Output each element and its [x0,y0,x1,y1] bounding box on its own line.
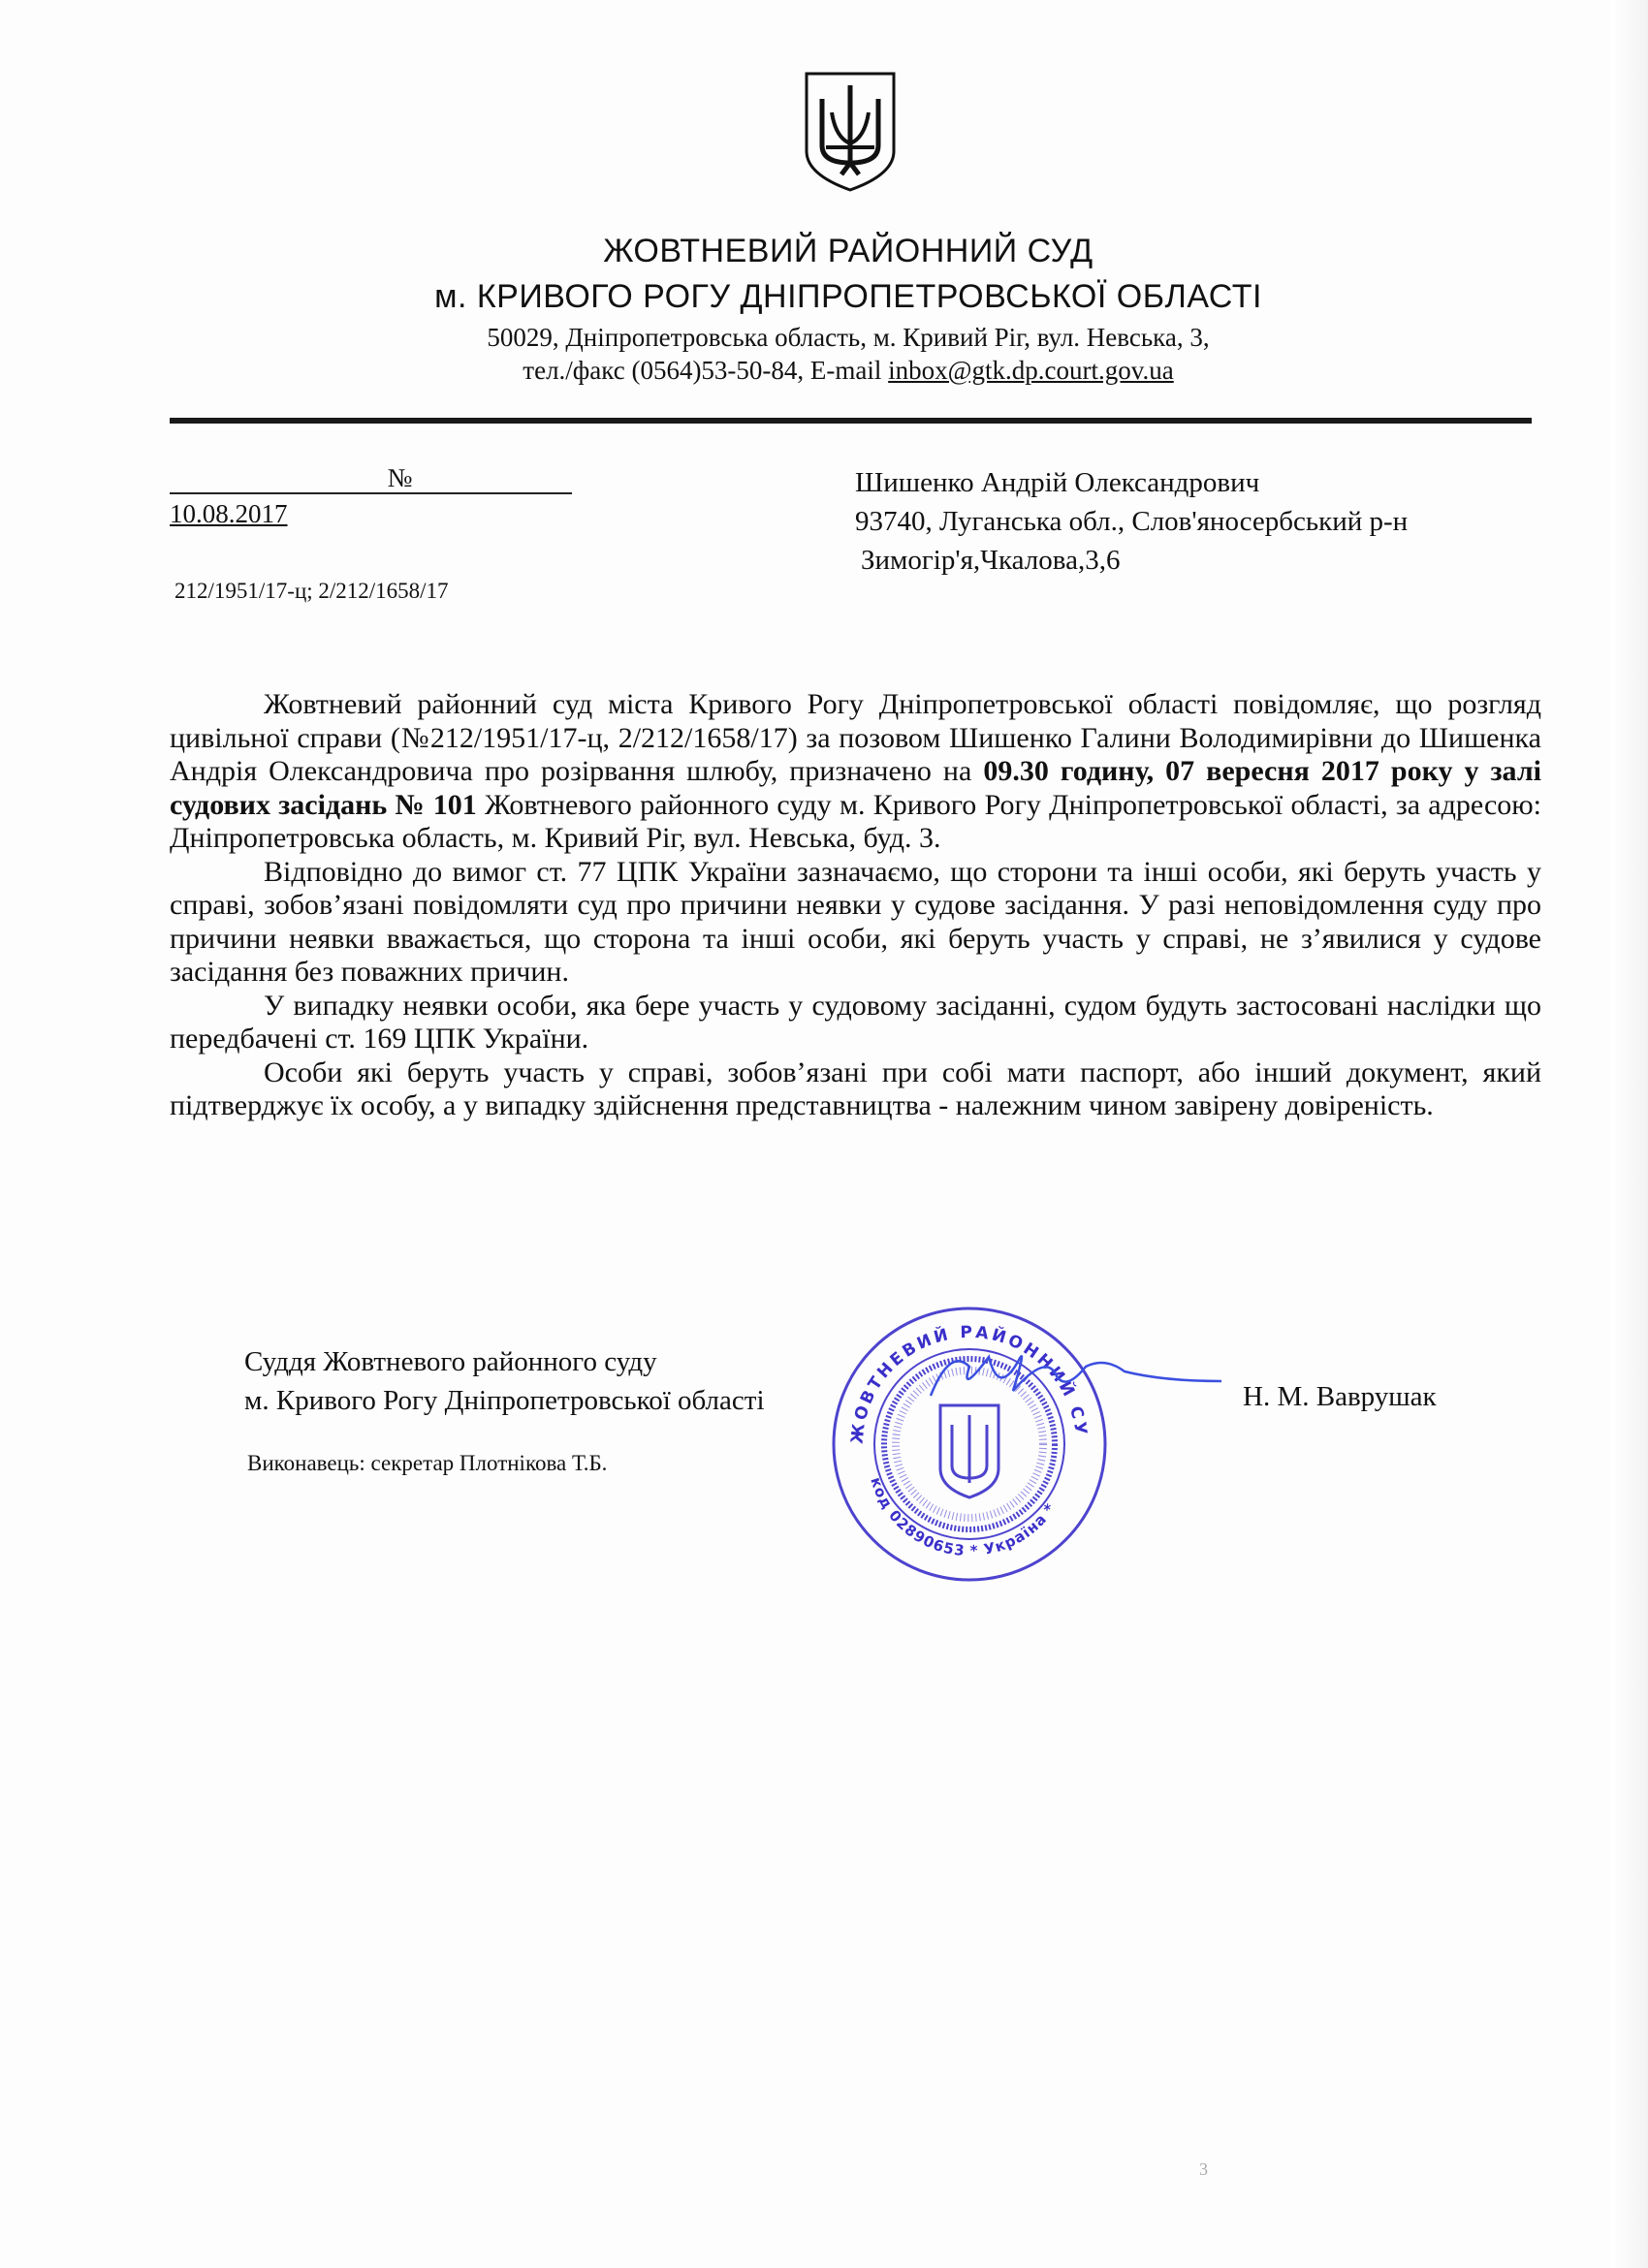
judge-name: Н. М. Ваврушак [1243,1381,1437,1412]
paragraph-absence-duty: Відповідно до вимог ст. 77 ЦПК України зазначаємо, що сторони та інші особи, які беруть участь у справі, зобов’язані повідомляти суд про причини неявки у судове засідання. У разі неповідомлення суду про причини неявки вважається, що сторона та інші особи, які беруть участь у справі, не з’явилися у судове засідання без поважних причин. [170,855,1541,988]
number-sign: № [387,463,413,492]
paragraph-hearing-notice [170,688,1541,856]
p1-start: Жовтневий районний суд міста Кривого Рогу Дніпропетровської області повідомляє, що розгляд цивільної справи (№212/1951/17-ц, 2/212/1658/17) за позовом Шишенко Галини Володимирівни до Шишенка Андрія Олександровича про розірвання шлюбу, призначено на [170,688,1541,787]
header-divider [170,418,1532,424]
court-name-line2: м. КРИВОГО РОГУ ДНІПРОПЕТРОВСЬКОЇ ОБЛАСТІ [434,278,1262,315]
signature-title [244,1342,765,1420]
paragraph-documents: Особи які беруть участь у справі, зобов’язані при собі мати паспорт, або інший документ, який підтверджує їх особу, а у випадку здійснення представництва - належним чином завірену довіреність. [170,1055,1541,1121]
executor: Виконавець: секретар Плотнікова Т.Б. [247,1451,608,1475]
page-number: 3 [1199,2159,1208,2179]
p1-end: Жовтневого районного суду м. Кривого Рогу Дніпропетровської області, за адресою: Дніпропетровська область, м. Кривий Ріг, вул. Невська, буд. 3. [170,788,1542,854]
judge-signature [921,1338,1231,1420]
email-link[interactable]: inbox@gtk.dp.court.gov.ua [888,356,1174,385]
contact-phone: тел./факс (0564)53-50-84, E-mail [523,356,889,385]
recipient-address-line2: Зимогір'я,Чкалова,3,6 [861,545,1121,576]
recipient-address-line1: 93740, Луганська обл., Слов'яносербський р-н [855,506,1409,537]
letter-body [170,688,1541,1123]
paragraph-consequences: У випадку неявки особи, яка бере участь у судовому засіданні, судом будуть застосовані наслідки що передбачені ст. 169 ЦПК України. [170,989,1541,1055]
judge-title-line2: м. Кривого Рогу Дніпропетровської області [244,1385,765,1416]
coat-of-arms-icon [803,70,898,199]
recipient-block [855,463,1408,580]
outgoing-number-field [170,463,572,494]
stamp-text-bottom: код 02890653 * Україна * [867,1474,1060,1560]
letter-date: 10.08.2017 [170,499,288,528]
court-name-line1: ЖОВТНЕВИЙ РАЙОННИЙ СУД [603,233,1093,269]
case-numbers: 212/1951/17-ц; 2/212/1658/17 [174,579,449,603]
court-address: 50029, Дніпропетровська область, м. Кривий Ріг, вул. Невська, 3, [487,323,1210,352]
judge-title-line1: Суддя Жовтневого районного суду [244,1346,657,1377]
recipient-name: Шишенко Андрій Олександрович [855,467,1260,498]
hearing-datetime: 09.30 годину, 07 вересня 2017 року у залі судових засідань № 101 [170,755,1541,821]
court-contacts [0,356,1648,386]
stamp-text-top: ЖОВТНЕВИЙ РАЙОННИЙ СУ [847,1322,1091,1445]
